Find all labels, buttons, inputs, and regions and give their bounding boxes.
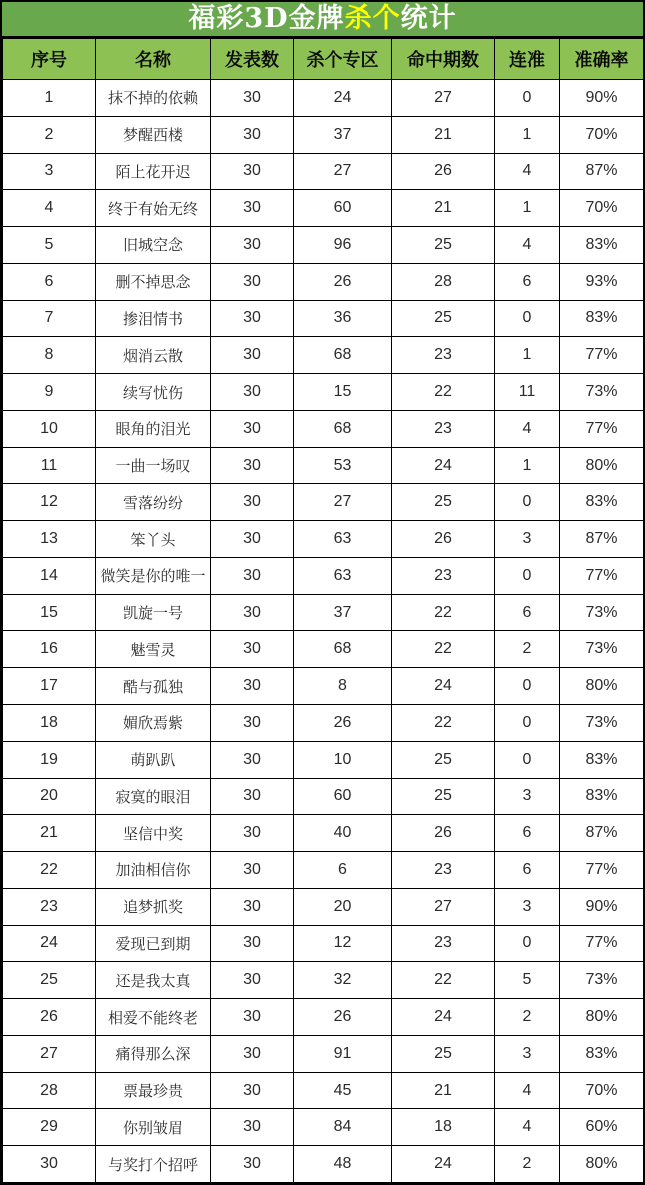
table-cell: 83% xyxy=(560,484,644,521)
table-cell: 24 xyxy=(392,999,495,1036)
header-cell: 名称 xyxy=(96,39,211,80)
table-row xyxy=(3,80,644,117)
table-cell: 23 xyxy=(392,925,495,962)
stats-table xyxy=(2,38,644,1183)
table-cell: 0 xyxy=(495,557,560,594)
table-cell: 26 xyxy=(392,815,495,852)
header-row xyxy=(3,39,644,80)
table-cell: 萌趴趴 xyxy=(96,741,211,778)
table-cell: 25 xyxy=(392,1035,495,1072)
table-row xyxy=(3,962,644,999)
table-cell: 80% xyxy=(560,668,644,705)
table-cell: 30 xyxy=(211,447,294,484)
table-cell: 0 xyxy=(495,80,560,117)
table-cell: 22 xyxy=(3,852,96,889)
table-cell: 2 xyxy=(495,631,560,668)
table-cell: 1 xyxy=(3,80,96,117)
table-cell: 旧城空念 xyxy=(96,227,211,264)
table-cell: 45 xyxy=(294,1072,392,1109)
table-row xyxy=(3,190,644,227)
table-cell: 17 xyxy=(3,668,96,705)
table-cell: 25 xyxy=(392,778,495,815)
table-cell: 24 xyxy=(3,925,96,962)
table-row xyxy=(3,815,644,852)
table-cell: 30 xyxy=(211,888,294,925)
table-cell: 相爱不能终老 xyxy=(96,999,211,1036)
table-cell: 77% xyxy=(560,925,644,962)
table-cell: 1 xyxy=(495,337,560,374)
table-cell: 3 xyxy=(495,521,560,558)
table-cell: 3 xyxy=(495,888,560,925)
table-cell: 30 xyxy=(211,337,294,374)
table-cell: 73% xyxy=(560,705,644,742)
table-cell: 2 xyxy=(3,116,96,153)
table-cell: 28 xyxy=(3,1072,96,1109)
table-cell: 73% xyxy=(560,962,644,999)
table-cell: 26 xyxy=(392,153,495,190)
table-cell: 30 xyxy=(211,153,294,190)
table-cell: 60 xyxy=(294,190,392,227)
table-cell: 21 xyxy=(392,1072,495,1109)
table-cell: 陌上花开迟 xyxy=(96,153,211,190)
table-cell: 24 xyxy=(392,447,495,484)
table-row xyxy=(3,484,644,521)
table-cell: 4 xyxy=(495,153,560,190)
table-cell: 40 xyxy=(294,815,392,852)
table-cell: 追梦抓奖 xyxy=(96,888,211,925)
table-cell: 8 xyxy=(294,668,392,705)
table-cell: 18 xyxy=(392,1109,495,1146)
table-cell: 26 xyxy=(392,521,495,558)
table-row xyxy=(3,116,644,153)
table-cell: 1 xyxy=(495,190,560,227)
table-cell: 梦醒西楼 xyxy=(96,116,211,153)
table-cell: 28 xyxy=(392,263,495,300)
table-cell: 2 xyxy=(495,1146,560,1183)
table-cell: 还是我太真 xyxy=(96,962,211,999)
table-cell: 25 xyxy=(392,741,495,778)
table-cell: 续写忧伤 xyxy=(96,374,211,411)
table-cell: 3 xyxy=(495,778,560,815)
table-cell: 91 xyxy=(294,1035,392,1072)
table-cell: 15 xyxy=(294,374,392,411)
table-cell: 10 xyxy=(3,410,96,447)
table-cell: 80% xyxy=(560,1146,644,1183)
table-cell: 37 xyxy=(294,594,392,631)
table-cell: 30 xyxy=(211,705,294,742)
table-row xyxy=(3,447,644,484)
table-cell: 27 xyxy=(3,1035,96,1072)
table-cell: 0 xyxy=(495,705,560,742)
table-cell: 70% xyxy=(560,116,644,153)
table-cell: 77% xyxy=(560,337,644,374)
table-cell: 36 xyxy=(294,300,392,337)
table-cell: 25 xyxy=(3,962,96,999)
table-cell: 魅雪灵 xyxy=(96,631,211,668)
table-cell: 26 xyxy=(3,999,96,1036)
table-cell: 23 xyxy=(392,337,495,374)
table-cell: 7 xyxy=(3,300,96,337)
table-cell: 票最珍贵 xyxy=(96,1072,211,1109)
table-cell: 24 xyxy=(392,668,495,705)
table-cell: 雪落纷纷 xyxy=(96,484,211,521)
table-cell: 87% xyxy=(560,521,644,558)
table-cell: 20 xyxy=(3,778,96,815)
header-cell: 发表数 xyxy=(211,39,294,80)
table-cell: 96 xyxy=(294,227,392,264)
header-cell: 杀个专区 xyxy=(294,39,392,80)
table-cell: 痛得那么深 xyxy=(96,1035,211,1072)
table-cell: 68 xyxy=(294,410,392,447)
table-cell: 你别皱眉 xyxy=(96,1109,211,1146)
table-cell: 0 xyxy=(495,668,560,705)
table-cell: 30 xyxy=(211,999,294,1036)
table-cell: 6 xyxy=(495,594,560,631)
table-cell: 27 xyxy=(392,80,495,117)
table-cell: 8 xyxy=(3,337,96,374)
table-cell: 30 xyxy=(211,190,294,227)
table-cell: 5 xyxy=(3,227,96,264)
table-cell: 27 xyxy=(392,888,495,925)
table-row xyxy=(3,594,644,631)
table-cell: 25 xyxy=(392,227,495,264)
table-row xyxy=(3,852,644,889)
table-row xyxy=(3,888,644,925)
table-row xyxy=(3,999,644,1036)
table-cell: 63 xyxy=(294,557,392,594)
table-cell: 29 xyxy=(3,1109,96,1146)
table-cell: 30 xyxy=(211,374,294,411)
table-row xyxy=(3,1146,644,1183)
table-cell: 13 xyxy=(3,521,96,558)
table-cell: 烟消云散 xyxy=(96,337,211,374)
table-cell: 83% xyxy=(560,300,644,337)
table-cell: 12 xyxy=(3,484,96,521)
table-row xyxy=(3,1109,644,1146)
table-cell: 0 xyxy=(495,925,560,962)
table-cell: 10 xyxy=(294,741,392,778)
table-cell: 30 xyxy=(211,410,294,447)
table-cell: 凯旋一号 xyxy=(96,594,211,631)
table-cell: 30 xyxy=(211,631,294,668)
table-cell: 寂寞的眼泪 xyxy=(96,778,211,815)
table-cell: 30 xyxy=(211,1072,294,1109)
table-cell: 30 xyxy=(211,594,294,631)
table-cell: 30 xyxy=(211,741,294,778)
table-cell: 48 xyxy=(294,1146,392,1183)
table-cell: 媚欣焉紫 xyxy=(96,705,211,742)
table-cell: 30 xyxy=(211,263,294,300)
table-cell: 2 xyxy=(495,999,560,1036)
table-cell: 4 xyxy=(495,227,560,264)
table-cell: 26 xyxy=(294,705,392,742)
table-cell: 6 xyxy=(294,852,392,889)
table-cell: 87% xyxy=(560,815,644,852)
header-cell: 命中期数 xyxy=(392,39,495,80)
table-cell: 21 xyxy=(392,190,495,227)
table-cell: 23 xyxy=(392,410,495,447)
table-cell: 73% xyxy=(560,594,644,631)
table-row xyxy=(3,1035,644,1072)
table-cell: 与奖打个招呼 xyxy=(96,1146,211,1183)
table-cell: 87% xyxy=(560,153,644,190)
table-row xyxy=(3,300,644,337)
table-cell: 30 xyxy=(211,484,294,521)
table-cell: 22 xyxy=(392,962,495,999)
table-cell: 90% xyxy=(560,888,644,925)
table-cell: 30 xyxy=(211,852,294,889)
table-cell: 30 xyxy=(3,1146,96,1183)
table-cell: 68 xyxy=(294,337,392,374)
table-cell: 爱现已到期 xyxy=(96,925,211,962)
table-cell: 0 xyxy=(495,741,560,778)
table-cell: 4 xyxy=(495,1109,560,1146)
table-row xyxy=(3,153,644,190)
table-row xyxy=(3,374,644,411)
table-row xyxy=(3,778,644,815)
table-cell: 77% xyxy=(560,852,644,889)
table-cell: 90% xyxy=(560,80,644,117)
table-cell: 3 xyxy=(495,1035,560,1072)
table-cell: 93% xyxy=(560,263,644,300)
table-cell: 25 xyxy=(392,484,495,521)
table-cell: 4 xyxy=(495,410,560,447)
table-cell: 27 xyxy=(294,484,392,521)
header-cell: 准确率 xyxy=(560,39,644,80)
table-cell: 4 xyxy=(3,190,96,227)
table-cell: 22 xyxy=(392,705,495,742)
table-cell: 73% xyxy=(560,374,644,411)
table-cell: 70% xyxy=(560,190,644,227)
table-cell: 眼角的泪光 xyxy=(96,410,211,447)
table-row xyxy=(3,410,644,447)
table-cell: 24 xyxy=(392,1146,495,1183)
table-cell: 22 xyxy=(392,631,495,668)
table-cell: 掺泪情书 xyxy=(96,300,211,337)
table-cell: 63 xyxy=(294,521,392,558)
table-cell: 24 xyxy=(294,80,392,117)
table-cell: 30 xyxy=(211,557,294,594)
table-cell: 0 xyxy=(495,300,560,337)
table-cell: 26 xyxy=(294,999,392,1036)
table-cell: 1 xyxy=(495,447,560,484)
table-cell: 笨丫头 xyxy=(96,521,211,558)
table-cell: 30 xyxy=(211,521,294,558)
table-cell: 11 xyxy=(495,374,560,411)
table-cell: 16 xyxy=(3,631,96,668)
table-cell: 19 xyxy=(3,741,96,778)
table-row xyxy=(3,741,644,778)
table-cell: 30 xyxy=(211,300,294,337)
table-cell: 30 xyxy=(211,925,294,962)
table-cell: 18 xyxy=(3,705,96,742)
table-cell: 一曲一场叹 xyxy=(96,447,211,484)
table-cell: 30 xyxy=(211,80,294,117)
table-cell: 73% xyxy=(560,631,644,668)
table-cell: 77% xyxy=(560,557,644,594)
table-cell: 坚信中奖 xyxy=(96,815,211,852)
table-cell: 80% xyxy=(560,447,644,484)
table-cell: 77% xyxy=(560,410,644,447)
page-title-part1: 福彩3D金牌 xyxy=(188,3,345,34)
table-cell: 21 xyxy=(3,815,96,852)
table-cell: 9 xyxy=(3,374,96,411)
table-cell: 30 xyxy=(211,116,294,153)
title-bar xyxy=(2,2,643,38)
table-row xyxy=(3,668,644,705)
table-cell: 30 xyxy=(211,962,294,999)
table-cell: 终于有始无终 xyxy=(96,190,211,227)
table-row xyxy=(3,925,644,962)
table-cell: 22 xyxy=(392,374,495,411)
table-cell: 32 xyxy=(294,962,392,999)
table-cell: 15 xyxy=(3,594,96,631)
table-cell: 60 xyxy=(294,778,392,815)
table-cell: 3 xyxy=(3,153,96,190)
table-cell: 23 xyxy=(392,852,495,889)
table-row xyxy=(3,263,644,300)
table-cell: 30 xyxy=(211,1035,294,1072)
table-cell: 抹不掉的依赖 xyxy=(96,80,211,117)
table-cell: 53 xyxy=(294,447,392,484)
table-cell: 80% xyxy=(560,999,644,1036)
table-cell: 加油相信你 xyxy=(96,852,211,889)
table-row xyxy=(3,557,644,594)
table-row xyxy=(3,1072,644,1109)
table-cell: 30 xyxy=(211,1109,294,1146)
table-cell: 30 xyxy=(211,778,294,815)
table-row xyxy=(3,337,644,374)
table-row xyxy=(3,521,644,558)
table-cell: 83% xyxy=(560,1035,644,1072)
table-cell: 27 xyxy=(294,153,392,190)
table-cell: 0 xyxy=(495,484,560,521)
table-cell: 60% xyxy=(560,1109,644,1146)
table-cell: 23 xyxy=(392,557,495,594)
table-row xyxy=(3,631,644,668)
table-cell: 83% xyxy=(560,741,644,778)
table-cell: 12 xyxy=(294,925,392,962)
table-body xyxy=(3,80,644,1183)
table-row xyxy=(3,705,644,742)
table-cell: 23 xyxy=(3,888,96,925)
table-cell: 22 xyxy=(392,594,495,631)
table-cell: 删不掉思念 xyxy=(96,263,211,300)
table-cell: 30 xyxy=(211,815,294,852)
table-cell: 83% xyxy=(560,227,644,264)
table-cell: 26 xyxy=(294,263,392,300)
table-cell: 25 xyxy=(392,300,495,337)
header-cell: 序号 xyxy=(3,39,96,80)
page-title-highlight: 杀个 xyxy=(344,3,401,34)
table-cell: 酷与孤独 xyxy=(96,668,211,705)
table-cell: 微笑是你的唯一 xyxy=(96,557,211,594)
page-title-part3: 统计 xyxy=(400,3,457,34)
table-cell: 30 xyxy=(211,1146,294,1183)
table-cell: 70% xyxy=(560,1072,644,1109)
table-cell: 83% xyxy=(560,778,644,815)
table-cell: 20 xyxy=(294,888,392,925)
table-cell: 21 xyxy=(392,116,495,153)
table-cell: 6 xyxy=(495,263,560,300)
table-cell: 4 xyxy=(495,1072,560,1109)
table-cell: 30 xyxy=(211,227,294,264)
table-cell: 37 xyxy=(294,116,392,153)
table-cell: 1 xyxy=(495,116,560,153)
table-cell: 6 xyxy=(3,263,96,300)
table-cell: 6 xyxy=(495,815,560,852)
header-cell: 连准 xyxy=(495,39,560,80)
table-cell: 11 xyxy=(3,447,96,484)
table-cell: 14 xyxy=(3,557,96,594)
table-cell: 6 xyxy=(495,852,560,889)
table-row xyxy=(3,227,644,264)
table-cell: 30 xyxy=(211,668,294,705)
table-cell: 68 xyxy=(294,631,392,668)
table-cell: 5 xyxy=(495,962,560,999)
table-cell: 84 xyxy=(294,1109,392,1146)
